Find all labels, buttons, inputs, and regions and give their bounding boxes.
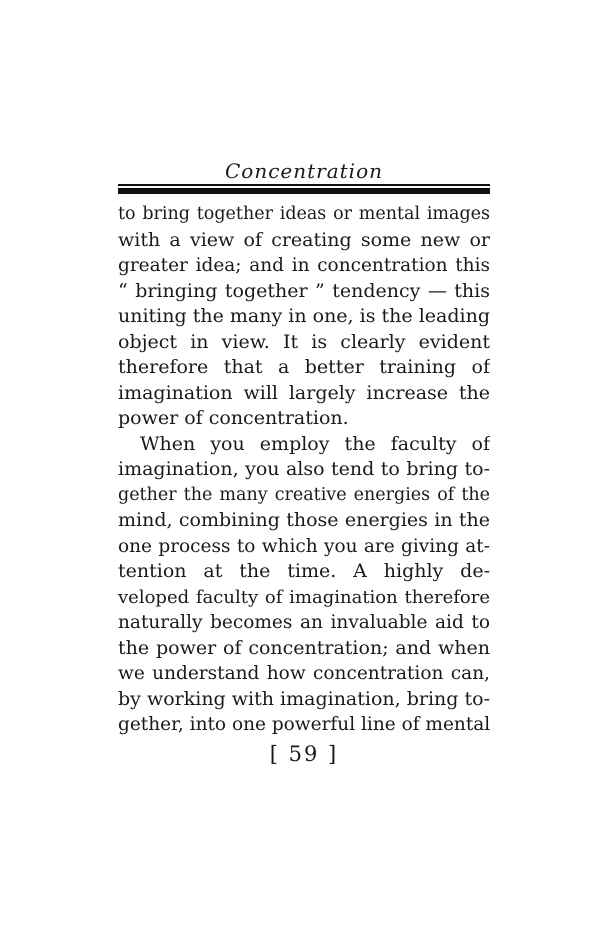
text-line: imagination will largely increase the [118, 381, 490, 404]
text-line: “ bringing together ” tendency — this [118, 279, 490, 302]
text-line: When you employ the faculty of [140, 432, 490, 455]
text-line: naturally becomes an invaluable aid to [118, 612, 490, 633]
page-number: [ 59 ] [269, 742, 339, 766]
text-line: greater idea; and in concentration this [118, 255, 490, 276]
text-line: one process to which you are giving at- [118, 535, 490, 557]
text-line: imagination, you also tend to bring to- [118, 458, 490, 480]
body-text [118, 202, 490, 738]
text-line: the power of concentration; and when [118, 636, 490, 659]
text-line: therefore that a better training of [118, 356, 490, 378]
text-line: object in view. It is clearly evident [118, 330, 490, 353]
header-rule-thin [118, 184, 490, 186]
text-line: uniting the many in one, is the leading [118, 305, 490, 327]
text-line: power of concentration. [118, 407, 349, 429]
text-line: gether the many creative energies of the [118, 484, 490, 505]
text-line: tention at the time. A highly de- [118, 560, 490, 582]
running-title: Concentration [224, 159, 384, 183]
text-line: mind, combining those energies in the [118, 509, 490, 531]
text-line: we understand how concentration can, [118, 663, 490, 684]
text-line: with a view of creating some new or [118, 228, 490, 251]
text-line: veloped faculty of imagination therefore [118, 586, 490, 608]
text-line: to bring together ideas or mental images [118, 204, 490, 224]
text-line: gether, into one powerful line of mental [118, 714, 490, 735]
text-line: by working with imagination, bring to- [118, 687, 490, 710]
header-rule-thick [118, 188, 490, 194]
